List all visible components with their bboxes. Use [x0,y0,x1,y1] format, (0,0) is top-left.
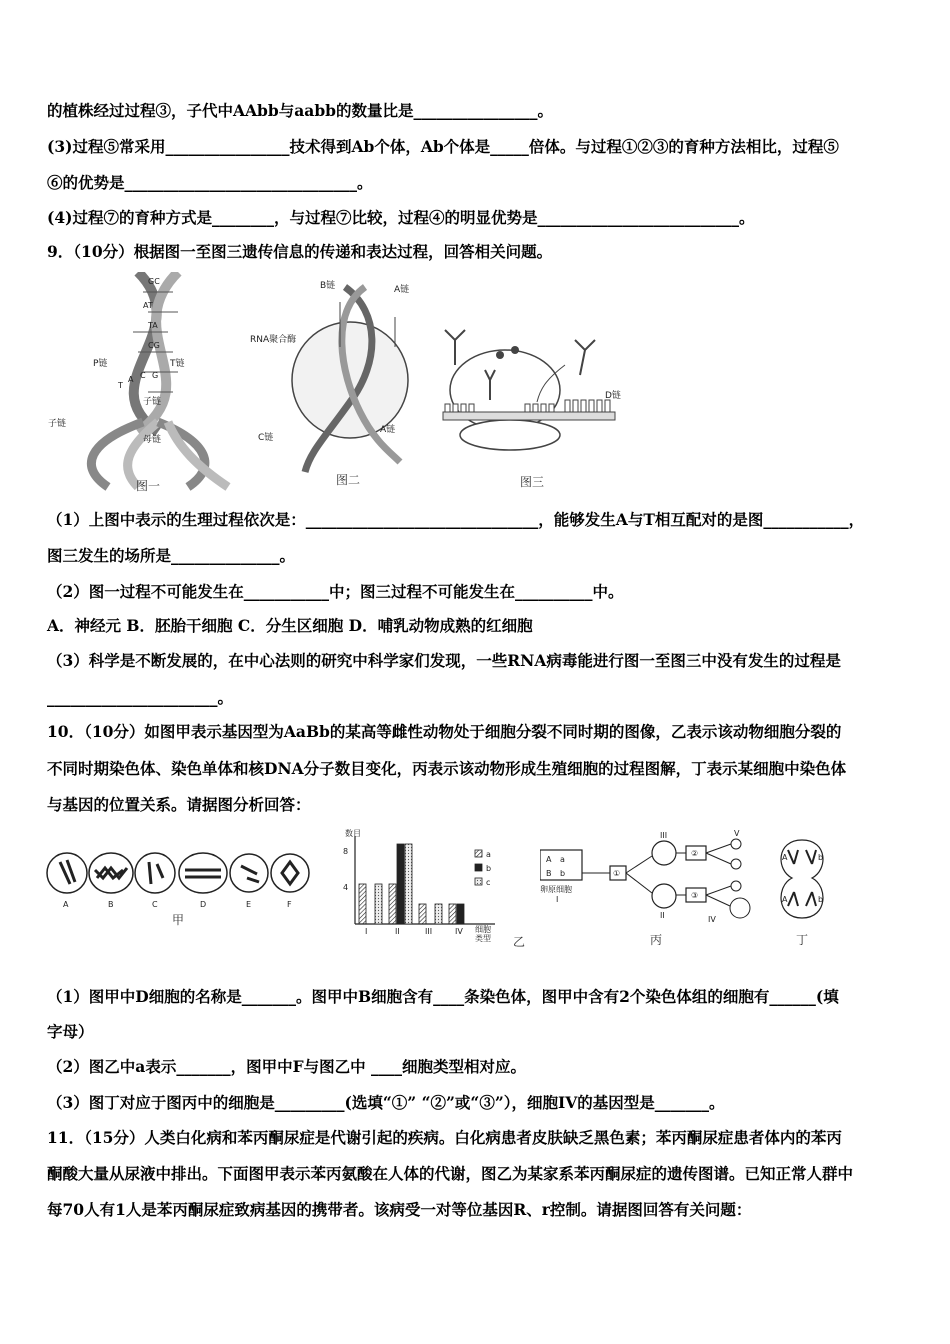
fig1-label-ta: TA [148,321,158,330]
bing-label-step2: ② [691,849,699,858]
fig3-label-d-chain: D链 [605,391,621,401]
q10-part2: （2）图乙中a表示_______，图甲中F与图乙中 ____细胞类型相对应。 [47,1057,526,1076]
jia-cell-e: E [246,900,252,909]
question-10-line3: 与基因的位置关系。请据图分析回答： [47,795,311,814]
question-10-line2: 不同时期染色体、染色单体和核DNA分子数目变化，丙表示该动物形成生殖细胞的过程图解，丁表示某细胞中染色体 [47,759,847,778]
fig1-label-gc: GC [148,277,160,286]
figure-two [250,272,420,494]
yi-xlabel-line1: 细胞 [475,925,491,934]
fig1-label-at: AT [143,301,153,310]
bar-a-III [419,904,426,924]
bing-label-b: b [560,869,566,878]
figure-yi-chart [335,828,525,950]
q9-part2: （2）图一过程不可能发生在___________中；图三过程不可能发生在__________中。 [47,582,624,601]
question-11-line3: 每70人有1人是苯丙酮尿症致病基因的携带者。该病受一对等位基因R、r控制。请据图回答有关问题： [47,1200,752,1219]
q9-part3-line2: ______________________。 [47,688,234,707]
fig2-label-a-chain-top: A链 [394,285,410,295]
question-9-title: 9．（10分）根据图一至图三遗传信息的传递和表达过程，回答相关问题。 [47,242,553,261]
fig2-label-a-chain-bottom: A链 [380,425,396,435]
fig2-label-rna-polymerase: RNA聚合酶 [250,335,297,345]
yi-legend-a: a [486,850,491,859]
ding-label-b-top: b [818,853,824,862]
yi-legend-c: c [486,878,491,887]
jia-cell-a: A [63,900,69,909]
fig1-label-p-chain: P链 [93,359,108,369]
text-line-4: (4)过程⑦的育种方式是________，与过程⑦比较，过程④的明显优势是__________________________。 [47,208,755,227]
bar-b-IV [457,904,464,924]
bar-c-III [435,904,442,924]
text-line-3: ⑥的优势是______________________________。 [47,173,373,192]
yi-caption: 乙 [513,935,525,949]
bar-a-I [359,884,366,924]
fig1-base-g: G [152,371,159,380]
bing-label-B: B [546,869,552,878]
figure-three [425,320,635,494]
figure-bing [540,828,770,950]
q10-part1-line2: 字母） [47,1022,94,1041]
bing-label-step1: ① [613,869,621,878]
yi-xlabel-line2: 类型 [475,934,491,943]
bing-label-IV: IV [708,915,716,924]
yi-ytick-8: 8 [343,847,349,856]
ding-caption: 丁 [796,933,809,947]
bing-label-I: I [556,895,559,904]
q9-part1-line1: （1）上图中表示的生理过程依次是：______________________________，能够发生A与T相互配对的是图___________， [47,510,865,529]
figure-jia [45,840,310,940]
fig1-base-c: C [140,371,146,380]
fig1-base-a: A [128,375,134,384]
fig3-caption: 图三 [520,475,545,489]
x-tick-IV: IV [455,927,463,936]
yi-legend-swatch-b [475,864,482,871]
ding-label-A-bottom: A [782,895,788,904]
x-tick-III: III [425,927,433,936]
fig1-label-daughter-strand-a: 子链 [143,397,162,407]
yi-ylabel: 数目 [345,829,361,838]
bar-a-IV [449,904,456,924]
jia-cell-d: D [200,900,207,909]
jia-cell-f: F [287,900,292,909]
yi-legend-swatch-c [475,878,482,885]
fig2-label-c-chain: C链 [258,433,274,443]
jia-caption: 甲 [172,913,185,927]
yi-legend-swatch-a [475,850,482,857]
yi-ytick-4: 4 [343,883,349,892]
figure-one [48,272,248,494]
bar-b-II [397,844,404,924]
fig2-label-b-chain: B链 [320,281,336,291]
fig1-base-t: T [118,381,123,390]
fig1-caption: 图一 [136,479,161,493]
yi-legend-b: b [486,864,492,873]
bing-label-III: III [660,831,668,840]
fig2-caption: 图二 [336,473,361,487]
ding-label-A-top: A [782,853,788,862]
bing-label-II: II [660,911,665,920]
bing-label-A: A [546,855,552,864]
jia-cell-b: B [108,900,114,909]
bing-label-oogonium: 卵原细胞 [540,885,572,894]
q9-options: A．神经元 B．胚胎干细胞 C．分生区细胞 D．哺乳动物成熟的红细胞 [47,616,533,635]
fig1-label-daughter-strand-b: 子链 [48,419,67,429]
x-tick-I: I [365,927,368,936]
bing-caption: 丙 [650,933,663,947]
bar-c-I [375,884,382,924]
text-line-1: 的植株经过过程③，子代中AAbb与aabb的数量比是________________。 [47,101,553,120]
bar-a-II [389,884,396,924]
figure-ding [772,828,832,950]
fig1-label-cg: CG [148,341,160,350]
x-tick-II: II [395,927,400,936]
fig1-label-mother-strand: 母链 [143,435,162,445]
question-11-line2: 酮酸大量从尿液中排出。下面图甲表示苯丙氨酸在人体的代谢，图乙为某家系苯丙酮尿症的遗传图谱。已知正常人群中 [47,1164,854,1183]
q9-part1-line2: 图三发生的场所是______________。 [47,546,296,565]
q9-part3-line1: （3）科学是不断发展的，在中心法则的研究中科学家们发现，一些RNA病毒能进行图一至图三中没有发生的过程是 [47,651,841,670]
q10-part1-line1: （1）图甲中D细胞的名称是_______。图甲中B细胞含有____条染色体，图甲中含有2个染色体组的细胞有______(填 [47,987,839,1006]
jia-cell-c: C [152,900,158,909]
bing-label-V: V [734,829,740,838]
bar-c-II [405,844,412,924]
q10-part3: （3）图丁对应于图丙中的细胞是_________(选填“①” “②”或“③”），细胞IV的基因型是_______。 [47,1093,725,1112]
fig1-label-t-chain: T链 [170,359,185,369]
bing-label-step3: ③ [691,891,699,900]
ding-label-b-bottom: b [818,895,824,904]
text-line-2: (3)过程⑤常采用________________技术得到Ab个体，Ab个体是_____倍体。与过程①②③的育种方法相比，过程⑤ [47,137,839,156]
bing-label-a: a [560,855,565,864]
question-11-line1: 11．（15分）人类白化病和苯丙酮尿症是代谢引起的疾病。白化病患者皮肤缺乏黑色素；苯丙酮尿症患者体内的苯丙 [47,1128,842,1147]
question-10-line1: 10．（10分）如图甲表示基因型为AaBb的某高等雌性动物处于细胞分裂不同时期的图像，乙表示该动物细胞分裂的 [47,722,842,741]
